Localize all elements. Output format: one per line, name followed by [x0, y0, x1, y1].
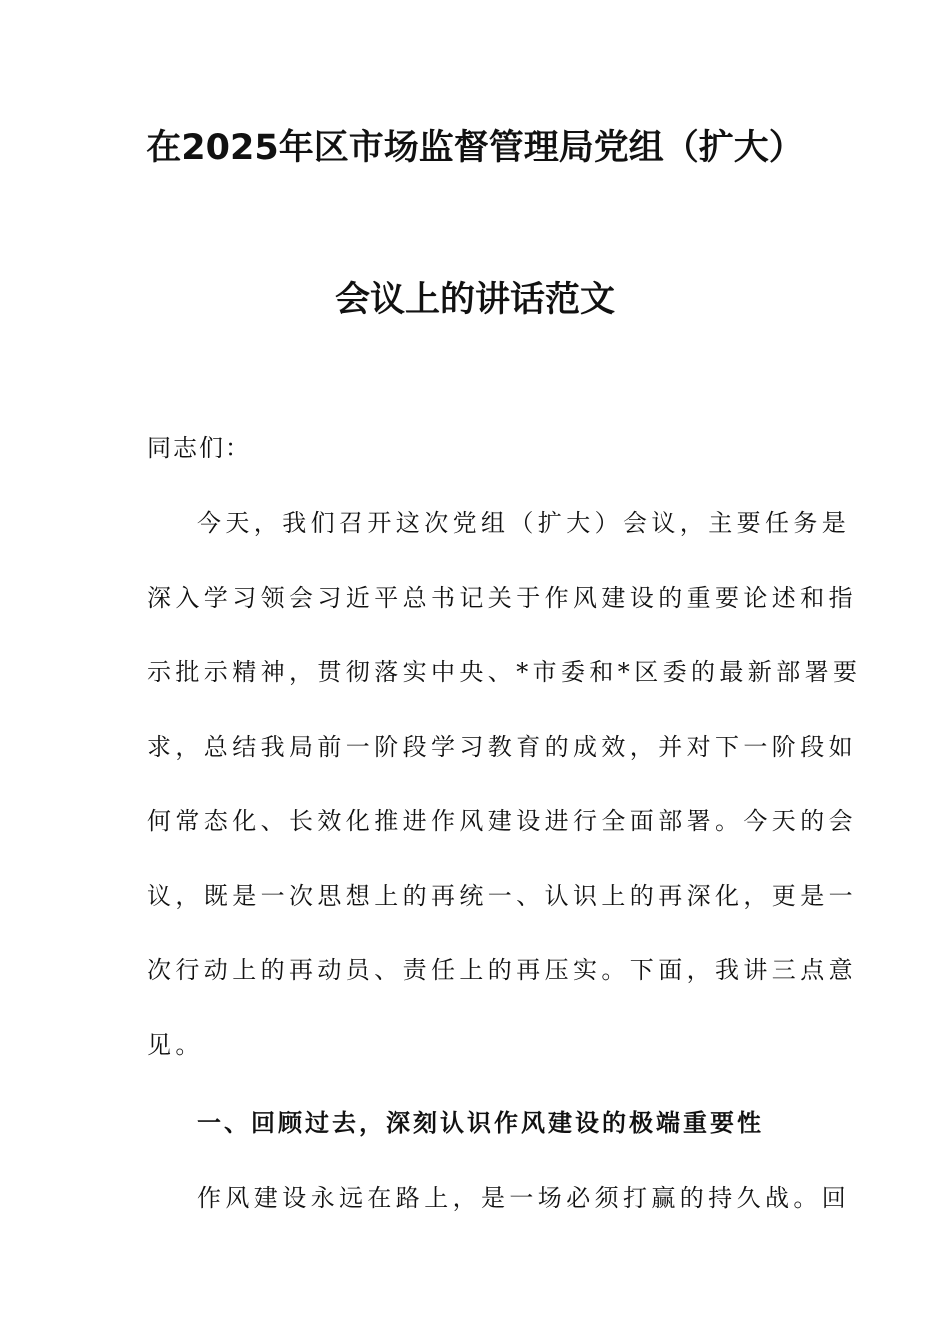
document-title-line-2: 会议上的讲话范文 — [334, 280, 615, 320]
paragraph-2-line-1: 作风建设永远在路上，是一场必须打赢的持久战。回 — [197, 1184, 851, 1212]
paragraph-1-line-8: 见。 — [147, 1031, 204, 1059]
paragraph-1-line-3: 示批示精神，贯彻落实中央、*市委和*区委的最新部署要 — [147, 658, 862, 686]
paragraph-1-line-1: 今天，我们召开这次党组（扩大）会议，主要任务是 — [197, 509, 851, 537]
paragraph-1-line-7: 次行动上的再动员、责任上的再压实。下面，我讲三点意 — [147, 956, 857, 984]
paragraph-1-line-5: 何常态化、长效化推进作风建设进行全面部署。今天的会 — [147, 807, 857, 835]
paragraph-1-line-6: 议，既是一次思想上的再统一、认识上的再深化，更是一 — [147, 882, 857, 910]
paragraph-1-line-2: 深入学习领会习近平总书记关于作风建设的重要论述和指 — [147, 584, 857, 612]
section-1-heading: 一、回顾过去，深刻认识作风建设的极端重要性 — [197, 1108, 764, 1137]
paragraph-1-line-4: 求，总结我局前一阶段学习教育的成效，并对下一阶段如 — [147, 733, 857, 761]
document-title-line-1: 在2025年区市场监督管理局党组（扩大） — [146, 128, 804, 168]
greeting: 同志们： — [147, 434, 251, 462]
